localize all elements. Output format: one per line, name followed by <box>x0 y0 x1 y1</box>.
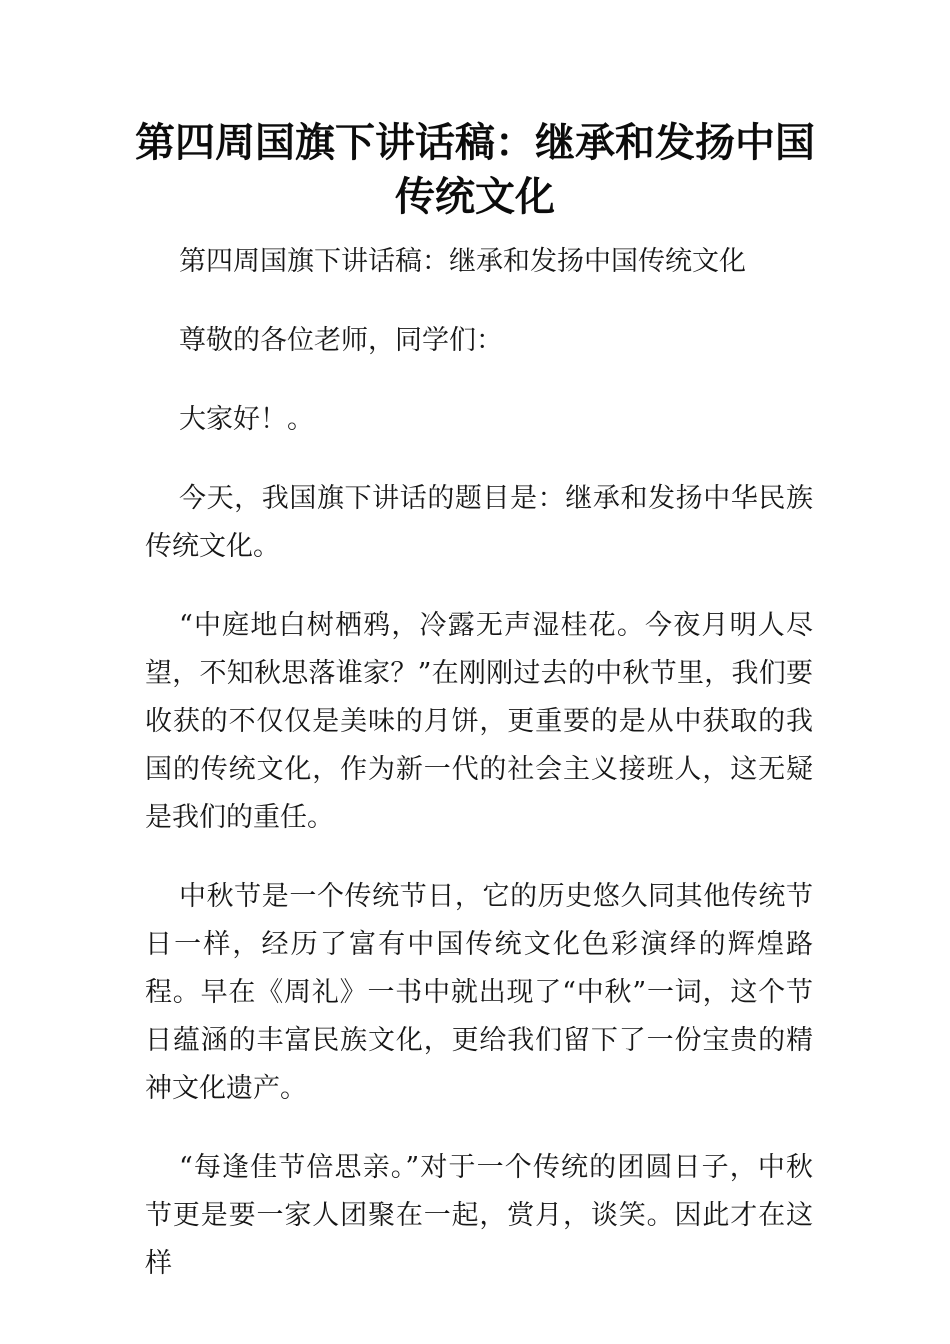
paragraph-greeting: 大家好！。 <box>179 404 314 435</box>
paragraph-subtitle: 第四周国旗下讲话稿：继承和发扬中国传统文化 <box>179 246 746 277</box>
paragraph-topic: 今天，我国旗下讲话的题目是：继承和发扬中华民族传统文化。 <box>145 483 813 562</box>
paragraph-reunion: “每逢佳节倍思亲。”对于一个传统的团圆日子，中秋节更是要一家人团聚在一起，赏月，谈笑。因此才在这样 <box>145 1152 813 1279</box>
document-body <box>145 238 813 1288</box>
document-title: 第四周国旗下讲话稿：继承和发扬中国传统文化 <box>135 120 815 220</box>
paragraph-history: 中秋节是一个传统节日，它的历史悠久同其他传统节日一样，经历了富有中国传统文化色彩演绎的辉煌路程。早在《周礼》一书中就出现了“中秋”一词，这个节日蕴涵的丰富民族文化，更给我们留下了一份宝贵的精神文化遗产。 <box>145 881 813 1104</box>
paragraph-poem: “中庭地白树栖鸦，冷露无声湿桂花。今夜月明人尽望，不知秋思落谁家？”在刚刚过去的中秋节里，我们要收获的不仅仅是美味的月饼，更重要的是从中获取的我国的传统文化，作为新一代的社会主义接班人，这无疑是我们的重任。 <box>145 610 813 833</box>
paragraph-salutation: 尊敬的各位老师，同学们： <box>179 325 503 356</box>
